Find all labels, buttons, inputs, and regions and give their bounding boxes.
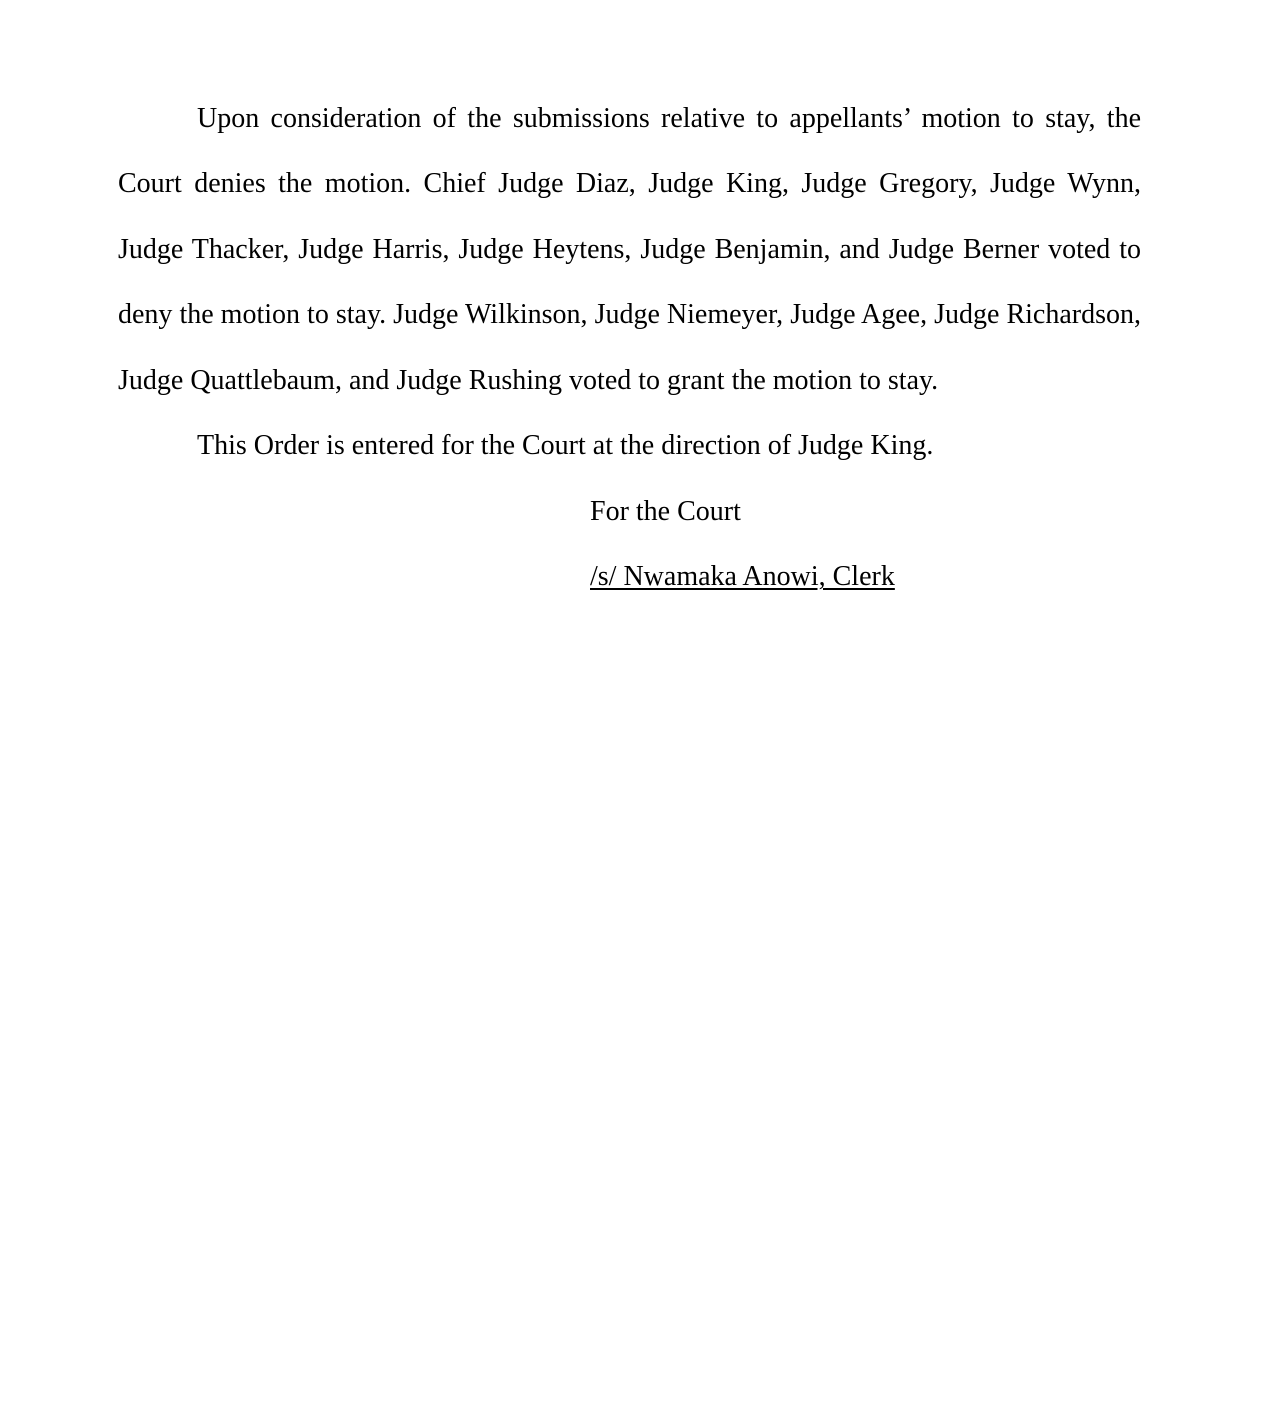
signature-caption: For the Court <box>590 496 741 527</box>
order-body <box>118 86 1141 478</box>
signature-line-wrapper <box>590 544 895 609</box>
signature-block <box>590 479 895 610</box>
clerk-signature: /s/ Nwamaka Anowi, Clerk <box>590 561 895 593</box>
order-paragraph-ruling: Upon consideration of the submissions relative to appellants’ motion to stay, the Court denies the motion. Chief Judge Diaz, Judge King, Judge Gregory, Judge Wynn, Judge Thacker, Judge Harris, Judge Heytens, Judge Benjamin, and Judge Berner voted to deny the motion to stay. Judge Wilkinson, Judge Niemeyer, Judge Agee, Judge Richardson, Judge Quattlebaum, and Judge Rushing voted to grant the motion to stay. <box>118 103 1141 396</box>
order-paragraph-direction: This Order is entered for the Court at the direction of Judge King. <box>197 430 934 462</box>
